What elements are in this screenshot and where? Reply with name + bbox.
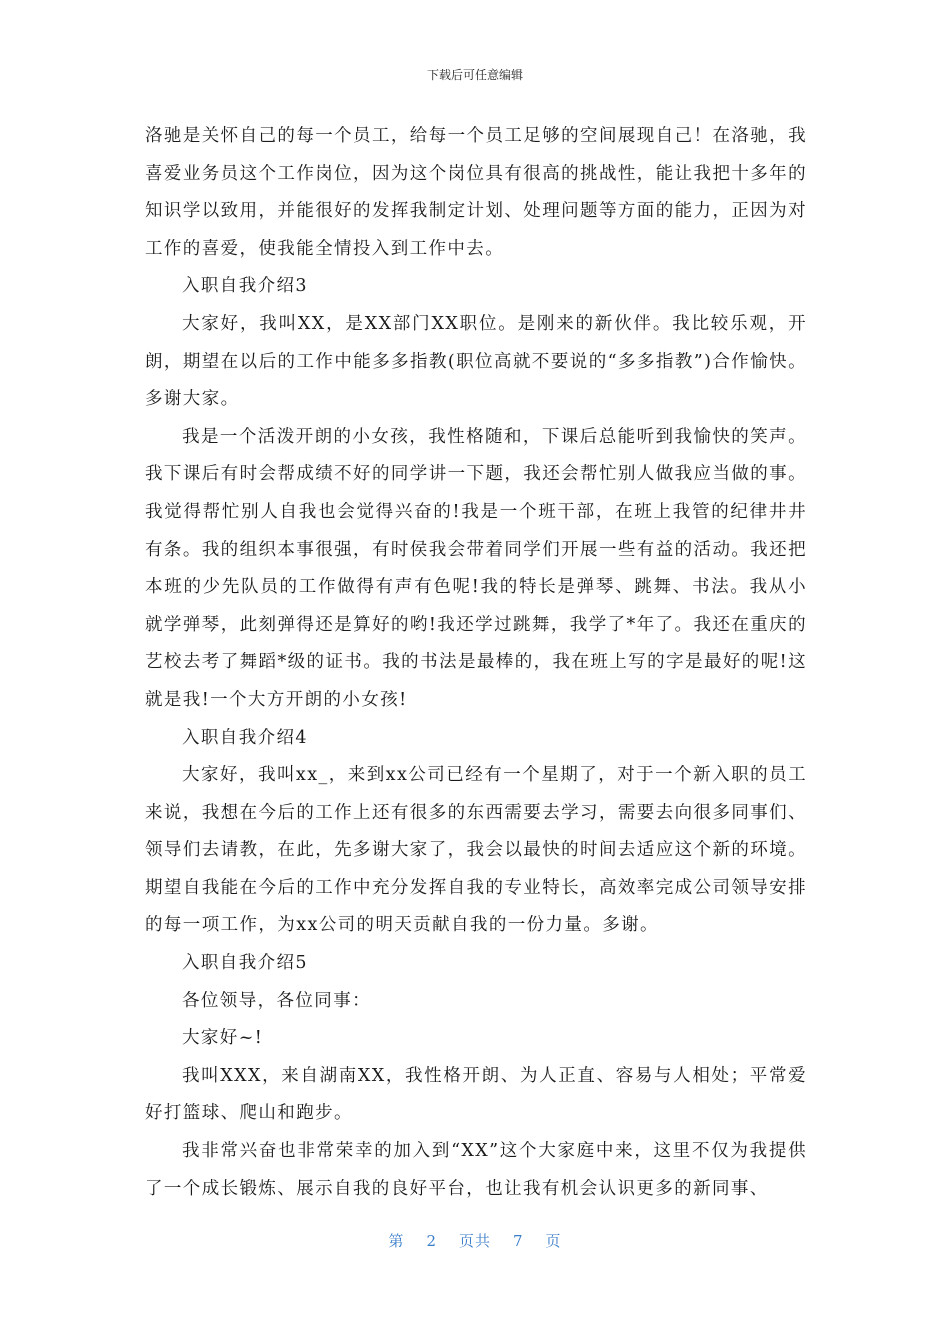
section-heading: 入职自我介绍5 — [182, 953, 308, 974]
greeting: 大家好~! — [182, 1028, 264, 1049]
page-middle: 页共 — [458, 1232, 491, 1250]
paragraph: 大家好，我叫XX，是XX部门XX职位。是刚来的新伙伴。我比较乐观，开朗，期望在以后的工作中能多多指教(职位高就不要说的“多多指教”)合作愉快。多谢大家。 — [145, 313, 807, 410]
total-pages-number: 7 — [513, 1232, 524, 1250]
paragraph: 洛驰是关怀自己的每一个员工，给每一个员工足够的空间展现自己！在洛驰，我喜爱业务员这个工作岗位，因为这个岗位具有很高的挑战性，能让我把十多年的知识学以致用，并能很好的发挥我制定计划、处理问题等方面的能力，正因为对工作的喜爱，使我能全情投入到工作中去。 — [145, 126, 807, 259]
document-body — [145, 118, 807, 1208]
paragraph: 我是一个活泼开朗的小女孩，我性格随和，下课后总能听到我愉快的笑声。我下课后有时会帮成绩不好的同学讲一下题，我还会帮忙别人做我应当做的事。我觉得帮忙别人自我也会觉得兴奋的!我是一个班干部，在班上我管的纪律井井有条。我的组织本事很强，有时侯我会带着同学们开展一些有益的活动。我还把本班的少先队员的工作做得有声有色呢!我的特长是弹琴、跳舞、书法。我从小就学弹琴，此刻弹得还是算好的哟!我还学过跳舞，我学了*年了。我还在重庆的艺校去考了舞蹈*级的证书。我的书法是最棒的，我在班上写的字是最好的呢!这就是我!一个大方开朗的小女孩! — [145, 426, 807, 710]
page-prefix: 第 — [388, 1232, 405, 1250]
section-heading: 入职自我介绍4 — [182, 727, 308, 748]
section-heading: 入职自我介绍3 — [182, 276, 308, 297]
current-page-number: 2 — [426, 1232, 437, 1250]
paragraph: 大家好，我叫xx_，来到xx公司已经有一个星期了，对于一个新入职的员工来说，我想在今后的工作上还有很多的东西需要去学习，需要去向很多同事们、领导们去请教，在此，先多谢大家了，我会以最快的时间去适应这个新的环境。期望自我能在今后的工作中充分发挥自我的专业特长，高效率完成公司领导安排的每一项工作，为xx公司的明天贡献自我的一份力量。多谢。 — [145, 765, 807, 936]
page-footer — [0, 1230, 950, 1251]
paragraph: 我叫XXX，来自湖南XX，我性格开朗、为人正直、容易与人相处；平常爱好打篮球、爬山和跑步。 — [145, 1065, 807, 1124]
page-header: 下载后可任意编辑 — [426, 68, 523, 82]
salutation: 各位领导，各位同事： — [182, 990, 371, 1011]
page-suffix: 页 — [545, 1232, 562, 1250]
paragraph: 我非常兴奋也非常荣幸的加入到“XX”这个大家庭中来，这里不仅为我提供了一个成长锻炼、展示自我的良好平台，也让我有机会认识更多的新同事、 — [145, 1141, 807, 1199]
